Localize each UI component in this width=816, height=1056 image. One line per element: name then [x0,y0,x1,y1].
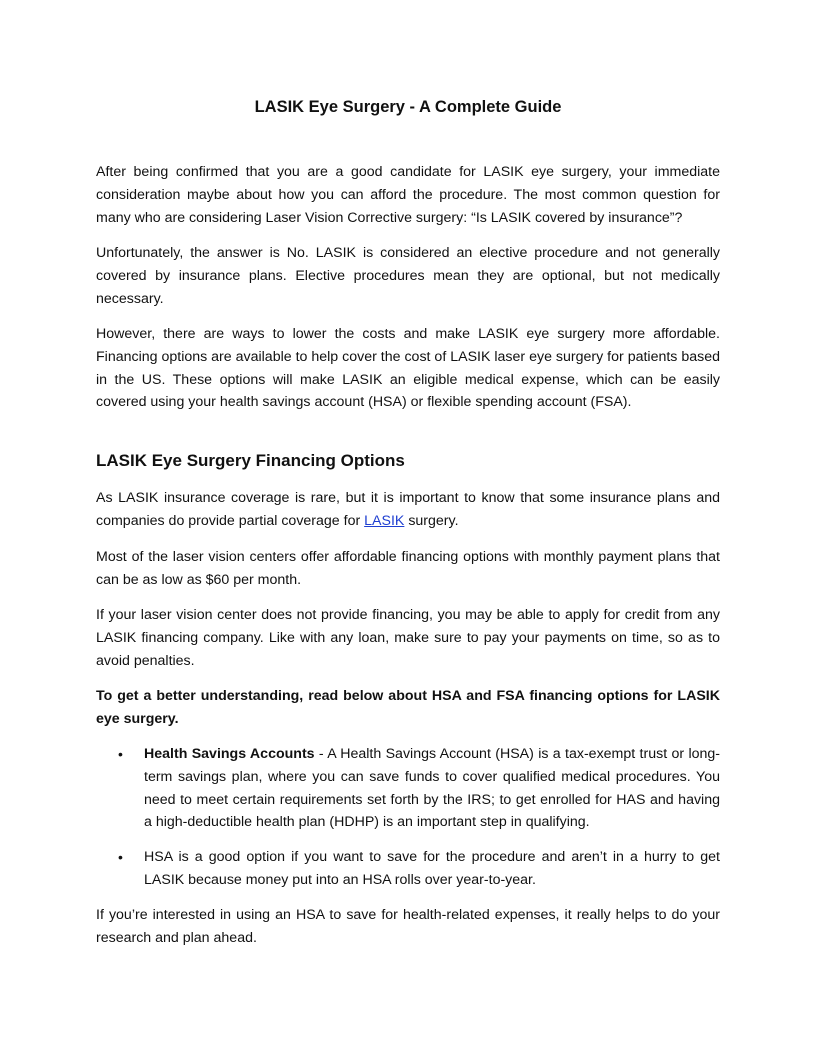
bullet-text: HSA is a good option if you want to save for the procedure and aren’t in a hurry to get LASIK because money put into an HSA rolls over year-to-year. [144,849,720,888]
bullet-marker: • [118,849,123,866]
list-item-hsa-option [96,846,720,892]
intro-paragraph-2: Unfortunately, the answer is No. LASIK is considered an elective procedure and not generally covered by insurance plans. Elective procedures mean they are optional, but not medically necessary. [96,245,720,307]
centers-paragraph: Most of the laser vision centers offer affordable financing options with monthly payment plans that can be as low as $60 per month. [96,549,720,588]
bullet-label: Health Savings Accounts [144,746,315,762]
list-item-hsa [96,743,720,834]
financing-heading: LASIK Eye Surgery Financing Options [96,451,405,470]
page-title: LASIK Eye Surgery - A Complete Guide [254,98,562,116]
closing-paragraph: If you’re interested in using an HSA to save for health-related expenses, it really helps to do your research and plan ahead. [96,907,720,946]
coverage-paragraph [96,487,720,533]
bullet-text: - A Health Savings Account (HSA) is a tax-exempt trust or long-term savings plan, where you can save funds to cover qualified medical procedures. You need to meet certain requirements set forth by the IRS; to get enrolled for HAS and having a high-deductible health plan (HDHP) is an important step in qualifying. [144,746,720,831]
lasik-link[interactable]: LASIK [364,512,405,529]
bullet-marker: • [118,746,123,762]
hsa-fsa-intro-paragraph: To get a better understanding, read below about HSA and FSA financing options for LASIK eye surgery. [96,688,720,727]
intro-paragraph-1: After being confirmed that you are a good candidate for LASIK eye surgery, your immediate consideration maybe about how you can afford the procedure. The most common question for many who are considering Laser Vision Corrective surgery: “Is LASIK covered by insurance”? [96,164,720,226]
coverage-text-before: As LASIK insurance coverage is rare, but it is important to know that some insurance plans and companies do provide partial coverage for [96,490,720,529]
bullet-list [96,743,720,892]
intro-paragraph-3: However, there are ways to lower the costs and make LASIK eye surgery more affordable. Financing options are available to help cover the cost of LASIK laser eye surgery for patients based in the US. These options will make LASIK an eligible medical expense, which can be easily covered using your health savings account (HSA) or flexible spending account (FSA). [96,326,720,411]
credit-paragraph: If your laser vision center does not provide financing, you may be able to apply for credit from any LASIK financing company. Like with any loan, make sure to pay your payments on time, so as to avoid penalties. [96,607,720,669]
coverage-text-after: surgery. [404,512,459,529]
